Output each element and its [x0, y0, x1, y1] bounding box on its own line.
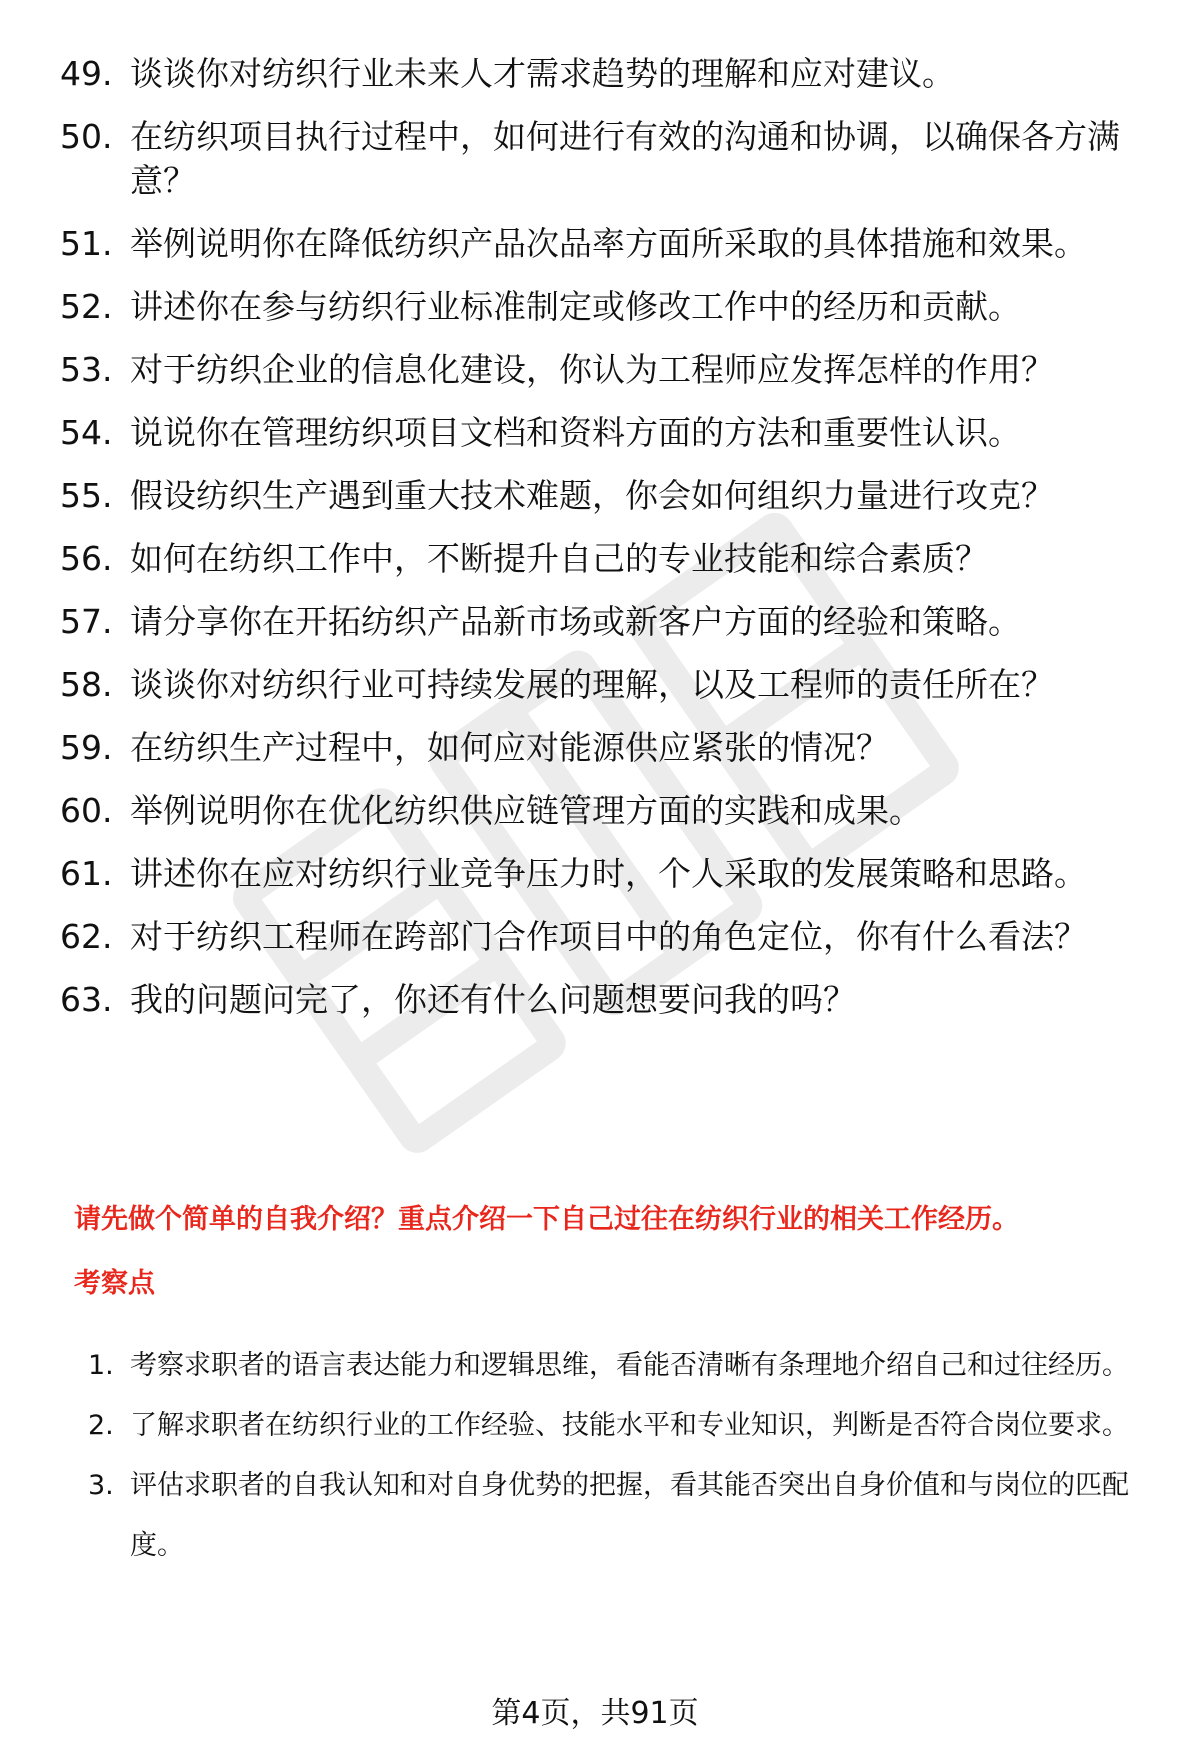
assessment-points-list [88, 1336, 1158, 1576]
question-item [60, 222, 1150, 266]
question-text: 在纺织生产过程中，如何应对能源供应紧张的情况？ [130, 728, 889, 767]
question-number: 61. [60, 854, 113, 893]
question-text: 对于纺织工程师在跨部门合作项目中的角色定位，你有什么看法？ [130, 917, 1087, 956]
question-item [60, 726, 1150, 770]
assessment-points-title: 考察点 [74, 1268, 155, 1299]
page-footer: 第4页，共91页 [491, 1696, 699, 1731]
assessment-point [88, 1456, 1158, 1576]
question-number: 52. [60, 287, 113, 326]
question-text: 说说你在管理纺织项目文档和资料方面的方法和重要性认识。 [130, 413, 1021, 452]
question-item [60, 411, 1150, 455]
question-number: 57. [60, 602, 113, 641]
point-text: 评估求职者的自我认知和对自身优势的把握，看其能否突出自身价值和与岗位的匹配度。 [130, 1470, 1129, 1561]
assessment-point [88, 1396, 1158, 1456]
question-item [60, 852, 1150, 896]
question-item [60, 474, 1150, 518]
question-number: 56. [60, 539, 113, 578]
assessment-point [88, 1336, 1158, 1396]
question-item [60, 52, 1150, 96]
question-number: 54. [60, 413, 113, 452]
question-item [60, 600, 1150, 644]
question-item [60, 348, 1150, 392]
question-number: 63. [60, 980, 113, 1019]
question-item [60, 663, 1150, 707]
question-number: 51. [60, 224, 113, 263]
question-number: 50. [60, 117, 113, 156]
question-number: 59. [60, 728, 113, 767]
point-number: 3. [88, 1470, 114, 1501]
question-number: 53. [60, 350, 113, 389]
question-item [60, 537, 1150, 581]
question-text: 举例说明你在降低纺织产品次品率方面所采取的具体措施和效果。 [130, 224, 1087, 263]
point-number: 1. [88, 1350, 114, 1381]
question-text: 举例说明你在优化纺织供应链管理方面的实践和成果。 [130, 791, 922, 830]
question-item [60, 115, 1150, 203]
question-number: 60. [60, 791, 113, 830]
point-number: 2. [88, 1410, 114, 1441]
question-item [60, 978, 1150, 1022]
question-number: 49. [60, 54, 113, 93]
question-text: 讲述你在应对纺织行业竞争压力时，个人采取的发展策略和思路。 [130, 854, 1087, 893]
question-number: 62. [60, 917, 113, 956]
question-item [60, 915, 1150, 959]
point-text: 了解求职者在纺织行业的工作经验、技能水平和专业知识，判断是否符合岗位要求。 [130, 1410, 1129, 1441]
question-list [60, 52, 1150, 1041]
question-text: 请分享你在开拓纺织产品新市场或新客户方面的经验和策略。 [130, 602, 1021, 641]
question-item [60, 789, 1150, 833]
question-text: 讲述你在参与纺织行业标准制定或修改工作中的经历和贡献。 [130, 287, 1021, 326]
intro-question-heading: 请先做个简单的自我介绍？重点介绍一下自己过往在纺织行业的相关工作经历。 [74, 1204, 1019, 1235]
question-text: 谈谈你对纺织行业可持续发展的理解，以及工程师的责任所在？ [130, 665, 1054, 704]
question-text: 谈谈你对纺织行业未来人才需求趋势的理解和应对建议。 [130, 54, 955, 93]
question-text: 在纺织项目执行过程中，如何进行有效的沟通和协调，以确保各方满意？ [130, 117, 1120, 200]
question-number: 55. [60, 476, 113, 515]
question-text: 对于纺织企业的信息化建设，你认为工程师应发挥怎样的作用？ [130, 350, 1054, 389]
question-text: 我的问题问完了，你还有什么问题想要问我的吗？ [130, 980, 856, 1019]
question-text: 如何在纺织工作中，不断提升自己的专业技能和综合素质？ [130, 539, 988, 578]
question-number: 58. [60, 665, 113, 704]
question-item [60, 285, 1150, 329]
question-text: 假设纺织生产遇到重大技术难题，你会如何组织力量进行攻克？ [130, 476, 1054, 515]
point-text: 考察求职者的语言表达能力和逻辑思维，看能否清晰有条理地介绍自己和过往经历。 [130, 1350, 1129, 1381]
